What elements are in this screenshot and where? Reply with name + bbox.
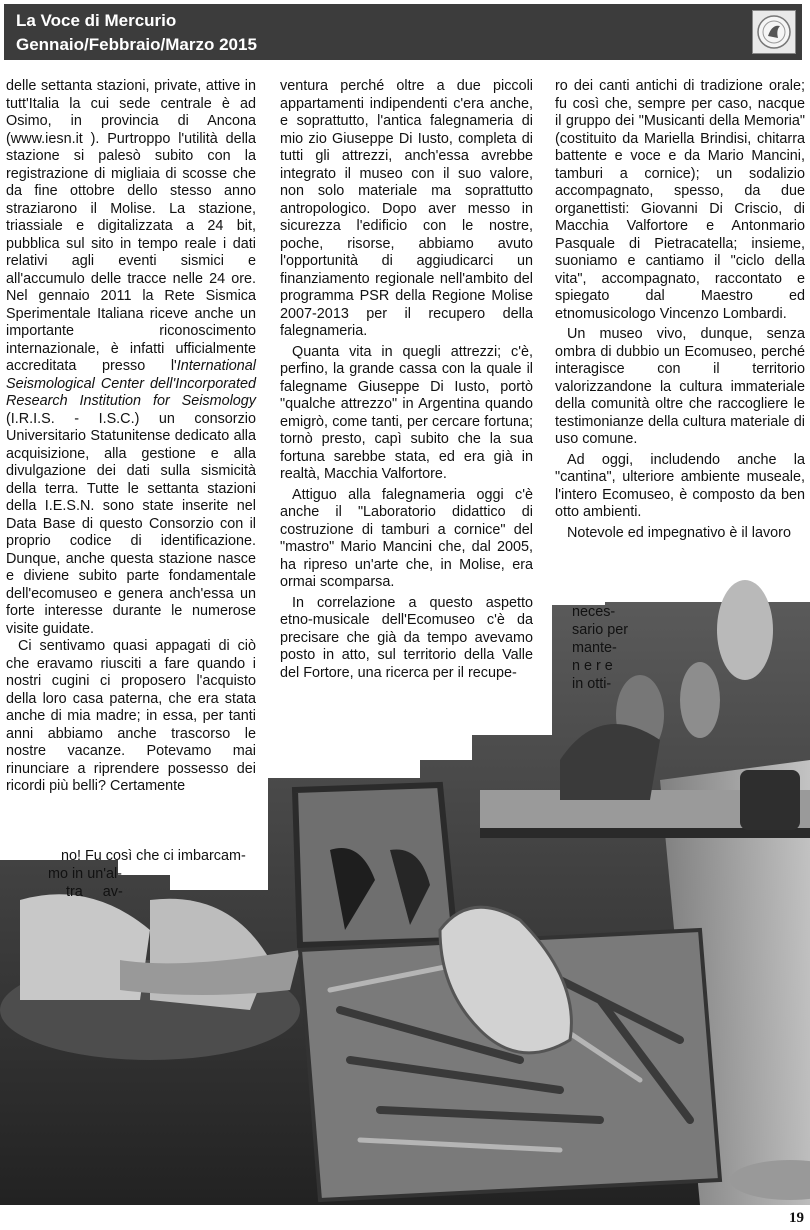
paragraph: Notevole ed impegnativo è il lavoro: [567, 524, 791, 541]
paragraph-text: delle settanta stazioni, private, attive in tutt'Italia la cui sede centrale è ad Osimo, in provincia di Ancona (www.iesn.it ). Purtroppo l'utilità della stazione si palesò subito con la registrazione di migliaia di scosse che da fine ottobre dello stesso anno straziarono il Molise. La stazione, triassiale e digitalizzata a 24 bit, pubblica sul sito in tempo reale i dati relativi agli eventi sismici e all'accumulo delle tracce nelle 24 ore. Nel gennaio 2011 la Rete Sismica Sperimentale Italiana riceve anche un importante riconoscimento internazionale, è infatti ufficialmente accreditata presso l': [6, 78, 256, 374]
text-tail-line: tra av-: [66, 884, 123, 900]
text-tail-line: sario per: [572, 622, 628, 638]
text-tail-line: in otti-: [572, 676, 612, 692]
text-tail-line: mante-: [572, 640, 617, 656]
text-tail-line: no! Fu così che ci imbarcam-: [61, 848, 246, 864]
paragraph: Quanta vita in quegli attrezzi; c'è, perfino, la grande cassa con la quale il falegname Giuseppe Di Iusto, portò "qualche attrezzo" in Argentina quando emigrò, come tanti, per cercare fortuna; tornò presto, capì subito che la sua fortuna sarebbe stata, ed era già in realtà, Macchia Valfortore.: [280, 343, 533, 482]
paragraph: In correlazione a questo aspetto etno-musicale dell'Ecomuseo c'è da precisare che già da tempo avevamo posto in atto, sul territorio della Valle del Fortore, una ricerca per il recupe-: [280, 594, 533, 681]
text-tail-line: neces-: [572, 604, 616, 620]
column-3: [555, 78, 805, 542]
paragraph: ro dei canti antichi di tradizione orale; fu così che, sempre per caso, nacque il gruppo dei "Musicanti della Memoria" (costituito da Mariella Brindisi, chitarra battente e voce e da Mario Mancini, tamburi a cornice); un sodalizio accompagnato, spesso, da due organettisti: Giovanni Di Criscio, di Macchia Valfortore e Antonmario Pasquale di Pietracatella; insieme, suoniamo e cantiamo il "ciclo della vita", accompagnato, raccontato e spiegato dal Maestro ed etnomusicologo Vincenzo Lombardi.: [555, 78, 805, 322]
text-tail-line: mo in un'al-: [48, 866, 122, 882]
paragraph: ventura perché oltre a due piccoli appartamenti indipendenti c'era anche, e soprattutto, l'antica falegnameria di mio zio Giuseppe Di Iusto, completa di tutti gli attrezzi, anch'essa avrebbe integrato il museo con il suo valore, non solo materiale ma soprattutto antropologico. Dopo aver messo in sicurezza l'edificio con le nostre, poche, risorse, abbiamo avuto l'opportunità di aggiudicarci un finanziamento regionale nell'ambito del programma PSR della Regione Molise 2007-2013 per il recupero della falegnameria.: [280, 78, 533, 339]
magazine-title: La Voce di Mercurio: [16, 11, 177, 30]
institution-name: International Seismological Center dell'Incorporated Research Institution for Seismology: [6, 358, 256, 409]
column-2: [280, 78, 533, 682]
paragraph: [6, 78, 256, 638]
paragraph: Attiguo alla falegnameria oggi c'è anche il "Laboratorio didattico di costruzione di tamburi a cornice" del "mastro" Mario Mancini che, dal 2005, ha ripreso un'arte che, in Molise, era ormai scomparsa.: [280, 486, 533, 590]
paragraph: Ad oggi, includendo anche la "cantina", ulteriore ambiente museale, l'intero Ecomuseo, è composto da ben otto ambienti.: [555, 451, 805, 520]
paragraph: Un museo vivo, dunque, senza ombra di dubbio un Ecomuseo, perché interagisce con il territorio valorizzandone la cultura immateriale della comunità oltre che raccogliere le testimonianze della cultura materiale di uso comune.: [555, 326, 805, 447]
text-tail-line: n e r e: [572, 658, 613, 674]
page-number: 19: [789, 1210, 804, 1226]
paragraph: Ci sentivamo quasi appagati di ciò che eravamo riusciti a fare quando i nostri cugini ci proposero l'acquisto della loro casa paterna, che era stata anche di mia madre; in essa, per tanti anni abbiamo anche trascorso le nostre vacanze. Potevamo mai rinunciare a riprendere possesso dei ricordi più belli? Certamente: [6, 638, 256, 794]
column-1: [6, 78, 256, 796]
issue-date: Gennaio/Febbraio/Marzo 2015: [16, 35, 257, 54]
paragraph-text: (I.R.I.S. - I.S.C.) un consorzio Universitario Statunitense dedicato alla acquisizione, alla gestione e alla divulgazione dei dati sulla sismicità della terra. Tutte le settanta stazioni della I.E.S.N. sono state inserite nel Data Base di questo Consorzio con il proprio codice di identificazione. Dunque, anche questa stazione nasce e diviene subito parte fondamentale dell'ecomuseo e genera anch'essa un forte interesse durante le numerose visite guidate.: [6, 410, 256, 637]
